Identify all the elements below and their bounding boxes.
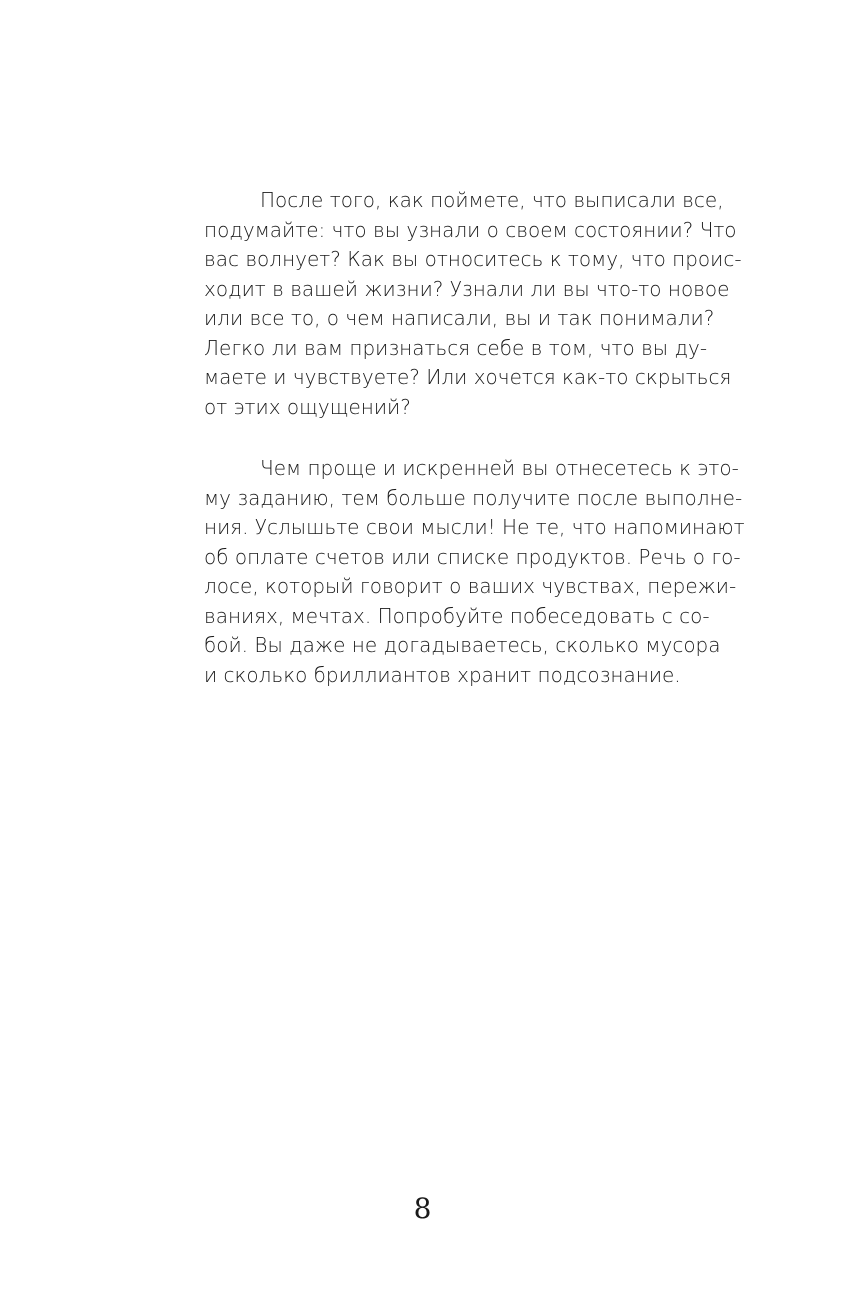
paragraph-line: подумайте: что вы узнали о своем состоянии? Что <box>204 217 737 242</box>
paragraph-line: и сколько бриллиантов хранит подсознание. <box>204 662 681 687</box>
paragraph-line: или все то, о чем написали, вы и так понимали? <box>204 306 715 330</box>
paragraph-line: об оплате счетов или списке продуктов. Речь о го- <box>204 544 741 569</box>
paragraph-line: вас волнует? Как вы относитесь к тому, что проис- <box>204 247 742 271</box>
paragraph-line: Чем проще и искренней вы отнесетесь к это- <box>260 456 739 480</box>
body-text <box>204 186 745 690</box>
paragraph-line: После того, как поймете, что выписали все, <box>260 188 724 212</box>
paragraph-line: лосе, который говорит о ваших чувствах, пережи- <box>204 574 737 598</box>
paragraph-1 <box>204 186 742 422</box>
paragraph-line: ваниях, мечтах. Попробуйте побеседовать с со- <box>204 603 710 628</box>
paragraph-line: му заданию, тем больше получите после выполне- <box>204 485 743 510</box>
paragraph-line: ходит в вашей жизни? Узнали ли вы что-то новое <box>204 276 730 301</box>
paragraph-2 <box>204 454 745 690</box>
paragraph-line: бой. Вы даже не догадываетесь, сколько мусора <box>204 633 721 657</box>
paragraph-line: Легко ли вам признаться себе в том, что вы ду- <box>204 335 708 360</box>
paragraph-line: маете и чувствуете? Или хочется как-то скрыться <box>204 365 732 389</box>
paragraph-line: ния. Услышьте свои мысли! Не те, что напоминают <box>204 515 745 539</box>
page-number: 8 <box>413 1192 432 1225</box>
paragraph-line: от этих ощущений? <box>204 394 411 419</box>
